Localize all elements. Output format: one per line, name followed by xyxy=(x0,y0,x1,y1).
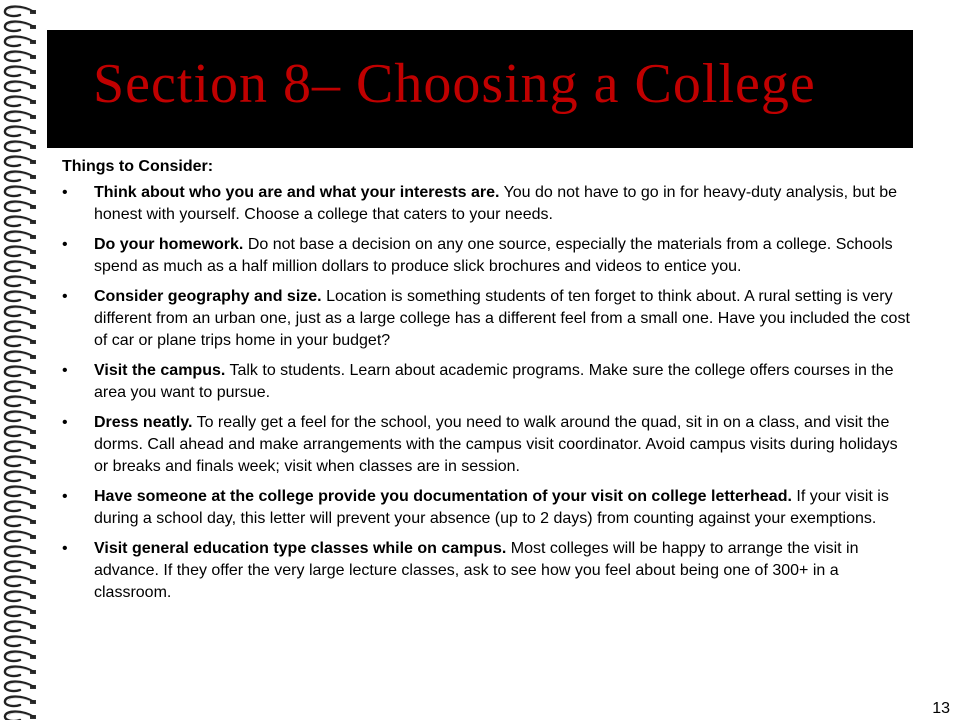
binding-ring xyxy=(5,67,36,76)
section-heading: Things to Consider: xyxy=(62,158,214,175)
binding-ring xyxy=(5,397,36,406)
binding-ring xyxy=(5,217,36,226)
list-item xyxy=(62,412,912,478)
binding-ring xyxy=(5,337,36,346)
list-item xyxy=(62,234,912,278)
binding-ring xyxy=(5,532,36,541)
binding-ring xyxy=(5,472,36,481)
binding-ring xyxy=(5,37,36,46)
item-text: If your visit is during a school day, this letter will prevent your absence (up to 2 days) from counting against your exemptions. xyxy=(94,488,889,527)
binding-ring xyxy=(5,517,36,526)
list-item xyxy=(62,538,912,604)
binding-ring xyxy=(5,112,36,121)
item-lead: Visit general education type classes while on campus. xyxy=(94,540,507,557)
binding-ring xyxy=(5,7,36,16)
item-lead: Think about who you are and what your interests are. xyxy=(94,184,500,201)
item-text: Most colleges will be happy to arrange the visit in advance. If they offer the very large lecture classes, ask to see how you feel about being one of 300+ in a classroom. xyxy=(94,540,859,601)
binding-ring xyxy=(5,82,36,91)
page-number: 13 xyxy=(932,700,950,717)
binding-ring xyxy=(5,622,36,631)
binding-ring xyxy=(5,697,36,706)
bullet: • xyxy=(62,184,68,201)
binding-ring xyxy=(5,547,36,556)
binding-ring xyxy=(5,352,36,361)
item-lead: Have someone at the college provide you documentation of your visit on college letterhead. xyxy=(94,488,792,505)
binding-ring xyxy=(5,682,36,691)
binding-ring xyxy=(5,487,36,496)
slide-body xyxy=(62,156,912,612)
binding-ring xyxy=(5,577,36,586)
binding-ring xyxy=(5,502,36,511)
binding-ring xyxy=(5,367,36,376)
binding-ring xyxy=(5,667,36,676)
bullet: • xyxy=(62,488,68,505)
binding-ring xyxy=(5,142,36,151)
binding-ring xyxy=(5,607,36,616)
list-item xyxy=(62,486,912,530)
binding-ring xyxy=(5,172,36,181)
binding-ring xyxy=(5,382,36,391)
binding-ring xyxy=(5,322,36,331)
binding-ring xyxy=(5,127,36,136)
list-item xyxy=(62,360,912,404)
binding-ring xyxy=(5,712,36,720)
binding-ring xyxy=(5,52,36,61)
title-banner xyxy=(47,30,913,148)
spiral-binding xyxy=(0,0,44,720)
binding-ring xyxy=(5,427,36,436)
binding-ring xyxy=(5,187,36,196)
item-text: Do not base a decision on any one source, especially the materials from a college. Schools spend as much as a half million dollars to produce slick brochures and videos to entice you. xyxy=(94,236,893,275)
binding-ring xyxy=(5,592,36,601)
binding-ring xyxy=(5,457,36,466)
binding-ring xyxy=(5,157,36,166)
binding-ring xyxy=(5,412,36,421)
bullet: • xyxy=(62,540,68,557)
item-lead: Dress neatly. xyxy=(94,414,193,431)
item-lead: Do your homework. xyxy=(94,236,244,253)
binding-ring xyxy=(5,22,36,31)
item-text: Talk to students. Learn about academic programs. Make sure the college offers courses in the area you want to pursue. xyxy=(94,362,894,401)
binding-ring xyxy=(5,442,36,451)
binding-ring xyxy=(5,307,36,316)
bullet: • xyxy=(62,236,68,253)
consideration-list xyxy=(62,182,912,604)
binding-ring xyxy=(5,202,36,211)
item-lead: Consider geography and size. xyxy=(94,288,322,305)
item-text: To really get a feel for the school, you need to walk around the quad, sit in on a class, and visit the dorms. Call ahead and make arrangements with the campus visit coordinator. Avoid campus visits during holidays or breaks and finals week; visit when classes are in session. xyxy=(94,414,898,475)
bullet: • xyxy=(62,362,68,379)
bullet: • xyxy=(62,414,68,431)
binding-ring xyxy=(5,247,36,256)
bullet: • xyxy=(62,288,68,305)
item-lead: Visit the campus. xyxy=(94,362,226,379)
binding-ring xyxy=(5,277,36,286)
binding-ring xyxy=(5,232,36,241)
binding-ring xyxy=(5,562,36,571)
item-text: Location is something students of ten forget to think about. A rural setting is very different from an urban one, just as a large college has a different feel from a small one. Have you included the cost of car or plane trips home in your budget? xyxy=(94,288,910,349)
list-item xyxy=(62,182,912,226)
item-text: You do not have to go in for heavy-duty analysis, but be honest with yourself. Choose a college that caters to your needs. xyxy=(94,184,898,223)
binding-ring xyxy=(5,262,36,271)
binding-ring xyxy=(5,97,36,106)
binding-ring xyxy=(5,292,36,301)
binding-ring xyxy=(5,637,36,646)
page-title: Section 8– Choosing a College xyxy=(93,53,816,115)
binding-ring xyxy=(5,652,36,661)
list-item xyxy=(62,286,912,352)
